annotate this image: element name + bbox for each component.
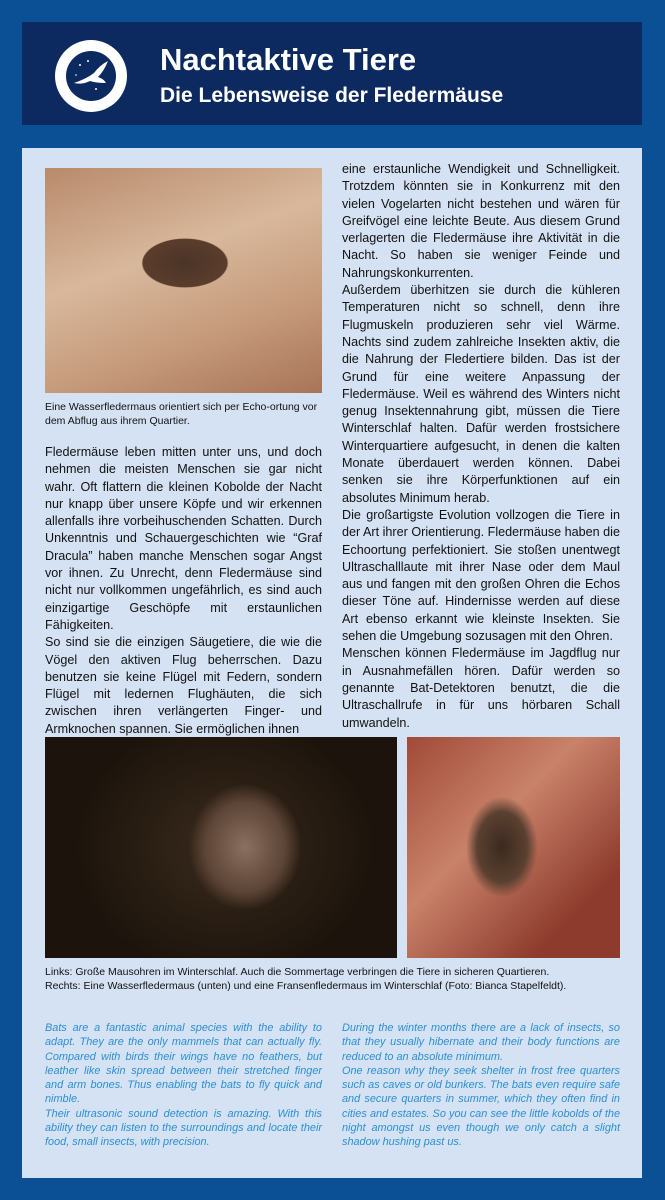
naturpark-logo [55,40,127,112]
paragraph: During the winter months there are a lack of insects, so that they usually hibernate and their body functions are reduced to an absolute minimum. [342,1022,620,1063]
english-text-left [45,1021,322,1150]
paragraph: Fledermäuse leben mitten unter uns, und doch nehmen die meisten Menschen sie gar nicht wahr. Oft flattern die kleinen Kobolde der Nacht nur knapp über unsere Köpfe und wir erkennen allenfalls ihre vorbeihuschenden Schatten. Durch Unkenntnis und Schauergeschichten wie “Graf Dracula” haben manche Menschen sogar Angst vor ihnen. Zu Unrecht, denn Fledermäuse sind nicht nur vollkommen ungefährlich, es sind auch einzigartige Geschöpfe mit erstaunlichen Fähigkeiten. [45,445,322,632]
photo-greater-mouse-eared-bats [45,737,397,958]
paragraph: So sind sie die einzigen Säugetiere, die wie die Vögel den aktiven Flug beherrschen. Dazu benutzen sie keine Flügel mit Federn, sondern Flügel mit ledernen Flughäuten, die sich zwischen ihren verlängerten Finger- und Armknochen spannen. Sie ermöglichen ihnen [45,635,322,736]
photo-water-bat [45,168,322,393]
photo-caption-top: Eine Wasserfledermaus orientiert sich per Echo-ortung vor dem Abflug aus ihrem Quartier. [45,401,318,427]
photo-caption-bottom [45,965,625,993]
paragraph: Bats are a fantastic animal species with the ability to adapt. They are the only mammels that can actually fly. Compared with birds their wings have no feathers, but leather like skin spread between their stretched finger and arm bones. Thus enabling the bats to fly quick and nimble. [45,1022,322,1106]
paragraph: Außerdem überhitzen sie durch die kühleren Temperaturen nicht so schnell, denn ihre Flugmuskeln produzieren sehr viel Wärme. Nachts sind zudem zahlreiche Insekten aktiv, die die Nahrung der Fledertiere bilden. Das ist der Grund für eine weitere Anpassung der Fledermäuse. Weil es während des Winters nicht genug Insektennahrung gibt, müssen die Tiere Winterschlaf halten. Dafür werden frostsichere Winterquartiere aufgesucht, in denen die kalten Monate überdauert werden können. Dabei senken sie ihre Körperfunktionen auf ein absolutes Minimum herab. [342,283,620,505]
paragraph: Their ultrasonic sound detection is amazing. With this ability they can listen to the surroundings and locate their food, small insects, with precision. [45,1107,322,1149]
caption-line: Rechts: Eine Wasserfledermaus (unten) und eine Fransenfledermaus im Winterschlaf (Foto: Bianca Stapelfeldt). [45,980,567,992]
paragraph: One reason why they seek shelter in frost free quarters such as caves or old bunkers. The bats even require safe and secure quarters in summer, which they often find in cities and estates. So you can see the little kobolds of the night amongst us even though we only catch a slight shadow hushing past us. [342,1064,620,1149]
page-title: Nachtaktive Tiere [160,42,417,77]
caption-line: Links: Große Mausohren im Winterschlaf. Auch die Sommertage verbringen die Tiere in sicheren Quartieren. [45,966,550,978]
paragraph: eine erstaunliche Wendigkeit und Schnelligkeit. Trotzdem könnten sie in Konkurrenz mit den vielen Vogelarten nicht bestehen und wären für Greifvögel eine leichte Beute. Aus diesem Grund verlagerten die Fledermäuse ihre Aktivität in die Nacht. So haben sie weniger Feinde und Nahrungskonkurrenten. [342,162,620,280]
english-text-right [342,1021,620,1150]
photo-hibernating-bats [407,737,620,958]
eagle-icon [66,51,116,101]
header-banner [22,22,642,125]
content-panel [22,148,642,1178]
page-subtitle: Die Lebensweise der Fledermäuse [160,84,504,107]
body-text-left [45,444,322,738]
body-text-right [342,161,620,732]
paragraph: Menschen können Fledermäuse im Jagdflug nur in Ausnahmefällen hören. Dafür werden so genannte Bat-Detektoren benutzt, die die Ultraschallrufe in für uns hörbaren Schall umwandeln. [342,646,620,730]
paragraph: Die großartigste Evolution vollzogen die Tiere in der Art ihrer Orientierung. Fledermäuse haben die Echoortung perfektioniert. Sie stoßen unentwegt Ultraschalllaute mit ihrer Nase oder dem Maul aus und fangen mit den großen Ohren die Echos dieser Töne auf. Hindernisse werden auf diese Art ebenso erkannt wie kleinste Insekten. Sie sehen die Umgebung sozusagen mit den Ohren. [342,507,620,644]
